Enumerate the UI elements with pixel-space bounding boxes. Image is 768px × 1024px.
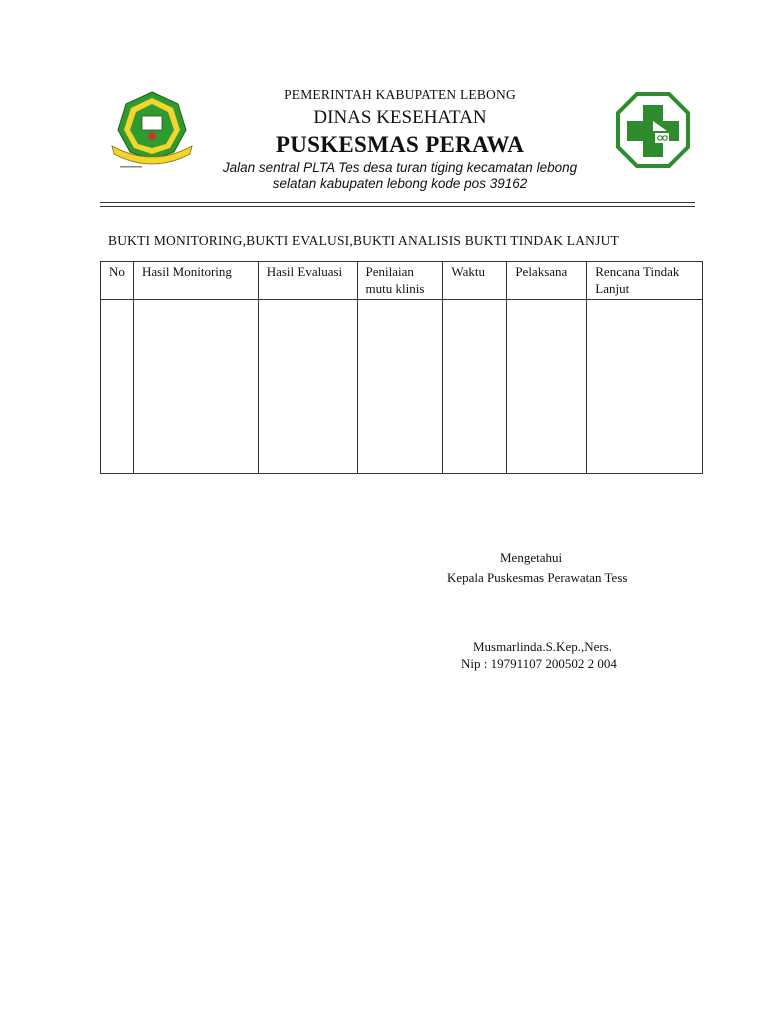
- header-hasil-evaluasi: Hasil Evaluasi: [258, 262, 357, 300]
- address-line-2: selatan kabupaten lebong kode pos 39162: [272, 176, 528, 191]
- header-pelaksana: Pelaksana: [507, 262, 587, 300]
- header-rencana-tindak-lanjut: Rencana Tindak Lanjut: [587, 262, 703, 300]
- table-cell: [101, 300, 134, 474]
- table-cell: [507, 300, 587, 474]
- monitoring-table: [100, 261, 703, 474]
- department-name: DINAS KESEHATAN: [313, 107, 487, 128]
- table-cell: [443, 300, 507, 474]
- table-cell: [587, 300, 703, 474]
- acknowledged-label: Mengetahui: [500, 550, 563, 565]
- document-title: BUKTI MONITORING,BUKTI EVALUSI,BUKTI ANALISIS BUKTI TINDAK LANJUT: [108, 233, 619, 248]
- header-no: No: [101, 262, 134, 300]
- puskesmas-cross-logo: [615, 91, 691, 169]
- table-cell: [357, 300, 443, 474]
- government-name: PEMERINTAH KABUPATEN LEBONG: [284, 87, 516, 102]
- signatory-position: Kepala Puskesmas Perawatan Tess: [447, 570, 628, 585]
- header-divider-top: [100, 202, 695, 203]
- header-waktu: Waktu: [443, 262, 507, 300]
- signatory-name: Musmarlinda.S.Kep.,Ners.: [473, 639, 613, 654]
- table-cell: [258, 300, 357, 474]
- table-cell: [133, 300, 258, 474]
- institution-name: PUSKESMAS PERAWA: [275, 132, 525, 157]
- header-penilaian-mutu-klinis: Penilaian mutu klinis: [357, 262, 443, 300]
- header-divider-bottom: [100, 206, 695, 207]
- header-hasil-monitoring: Hasil Monitoring: [133, 262, 258, 300]
- table-header-row: [101, 262, 703, 300]
- address-line-1: Jalan sentral PLTA Tes desa turan tiging kecamatan lebong: [222, 160, 578, 175]
- regency-emblem-logo: [108, 90, 196, 172]
- table-row: [101, 300, 703, 474]
- signatory-nip: Nip : 19791107 200502 2 004: [461, 656, 617, 671]
